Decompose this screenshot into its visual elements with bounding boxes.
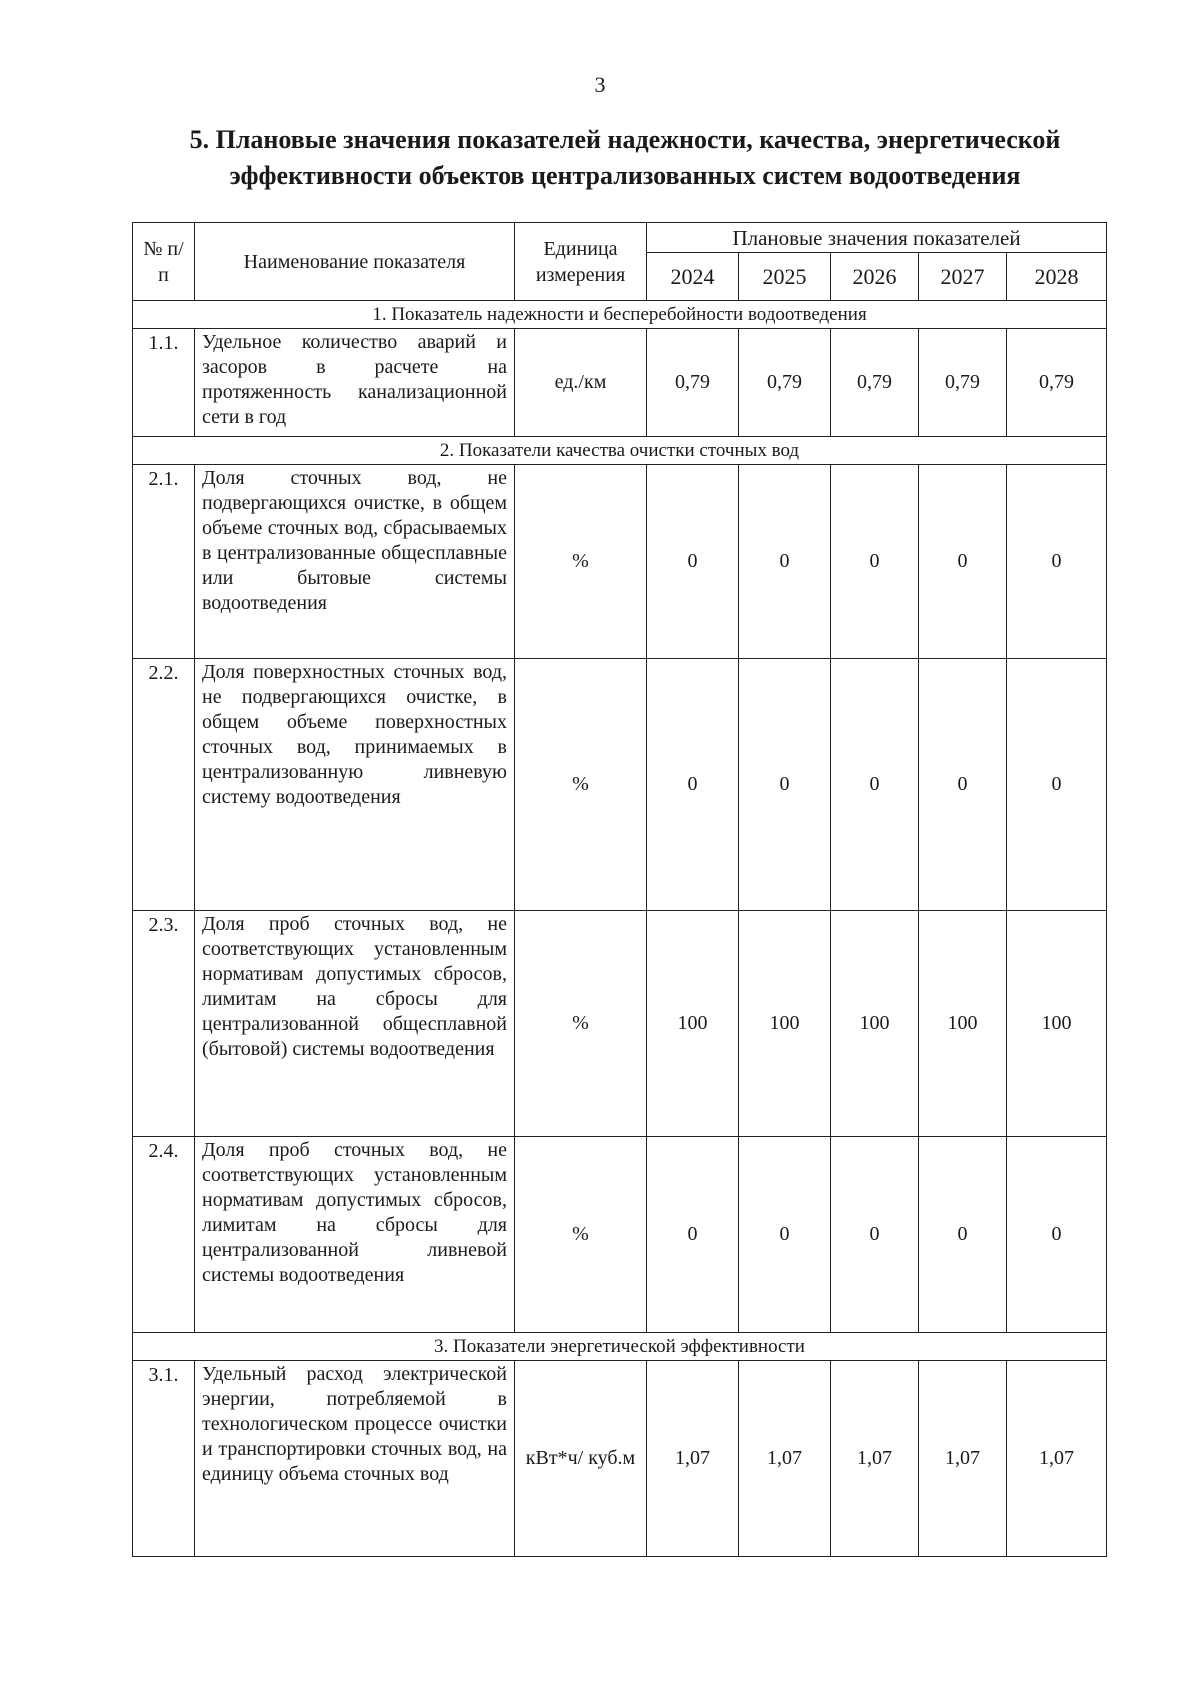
header-num: № п/п: [133, 223, 195, 301]
value-cell: 100: [647, 911, 739, 1137]
section-row: [133, 437, 1107, 465]
row-number: 1.1.: [133, 329, 195, 437]
unit-cell: кВт*ч/ куб.м: [515, 1361, 647, 1557]
page-title: [130, 122, 1120, 194]
header-year: 2025: [739, 253, 831, 301]
value-cell: 0: [831, 659, 919, 911]
title-line-1: 5. Плановые значения показателей надежности, качества, энергетической: [189, 125, 1061, 154]
row-number: 2.3.: [133, 911, 195, 1137]
table-row: [133, 1361, 1107, 1557]
value-cell: 0: [919, 465, 1007, 659]
header-year: 2024: [647, 253, 739, 301]
value-cell: 0: [739, 1137, 831, 1333]
section-row: [133, 1333, 1107, 1361]
value-cell: 0,79: [647, 329, 739, 437]
table-row: [133, 911, 1107, 1137]
value-cell: 0: [647, 465, 739, 659]
value-cell: 0: [739, 465, 831, 659]
header-year: 2026: [831, 253, 919, 301]
header-planned-values: Плановые значения показателей: [647, 223, 1107, 253]
value-cell: 1,07: [919, 1361, 1007, 1557]
unit-cell: %: [515, 1137, 647, 1333]
unit-cell: ед./км: [515, 329, 647, 437]
value-cell: 0: [831, 465, 919, 659]
indicators-table: [132, 222, 1107, 1557]
value-cell: 0: [1007, 465, 1107, 659]
value-cell: 1,07: [739, 1361, 831, 1557]
value-cell: 100: [919, 911, 1007, 1137]
unit-cell: %: [515, 659, 647, 911]
value-cell: 1,07: [647, 1361, 739, 1557]
value-cell: 0,79: [739, 329, 831, 437]
header-year: 2027: [919, 253, 1007, 301]
row-number: 2.1.: [133, 465, 195, 659]
table-row: [133, 1137, 1107, 1333]
table-row: [133, 659, 1107, 911]
row-number: 3.1.: [133, 1361, 195, 1557]
value-cell: 0: [739, 659, 831, 911]
value-cell: 0: [919, 1137, 1007, 1333]
indicator-name: Доля проб сточных вод, не соответствующих установленным нормативам допустимых сбросов, лимитам на сбросы для централизованной ливневой системы водоотведения: [195, 1137, 515, 1333]
indicator-name: Удельное количество аварий и засоров в расчете на протяженность канализационной сети в год: [195, 329, 515, 437]
section-title: 1. Показатель надежности и бесперебойности водоотведения: [133, 301, 1107, 329]
value-cell: 100: [1007, 911, 1107, 1137]
header-year: 2028: [1007, 253, 1107, 301]
row-number: 2.2.: [133, 659, 195, 911]
value-cell: 0: [1007, 659, 1107, 911]
indicator-name: Доля поверхностных сточных вод, не подвергающихся очистке, в общем объеме поверхностных сточных вод, принимаемых в централизованную ливневую систему водоотведения: [195, 659, 515, 911]
table-row: [133, 465, 1107, 659]
header-unit: Единица измерения: [515, 223, 647, 301]
title-line-2: эффективности объектов централизованных систем водоотведения: [229, 161, 1021, 190]
value-cell: 0,79: [1007, 329, 1107, 437]
header-name: Наименование показателя: [195, 223, 515, 301]
section-title: 3. Показатели энергетической эффективности: [133, 1333, 1107, 1361]
value-cell: 0: [647, 1137, 739, 1333]
indicator-name: Доля сточных вод, не подвергающихся очистке, в общем объеме сточных вод, сбрасываемых в централизованные общесплавные или бытовые системы водоотведения: [195, 465, 515, 659]
value-cell: 0: [647, 659, 739, 911]
section-title: 2. Показатели качества очистки сточных вод: [133, 437, 1107, 465]
value-cell: 0,79: [919, 329, 1007, 437]
row-number: 2.4.: [133, 1137, 195, 1333]
value-cell: 100: [739, 911, 831, 1137]
value-cell: 0: [919, 659, 1007, 911]
unit-cell: %: [515, 465, 647, 659]
value-cell: 1,07: [1007, 1361, 1107, 1557]
indicator-name: Удельный расход электрической энергии, потребляемой в технологическом процессе очистки и транспортировки сточных вод, на единицу объема сточных вод: [195, 1361, 515, 1557]
value-cell: 1,07: [831, 1361, 919, 1557]
value-cell: 0,79: [831, 329, 919, 437]
unit-cell: %: [515, 911, 647, 1137]
value-cell: 0: [831, 1137, 919, 1333]
table-row: [133, 329, 1107, 437]
page-number: 3: [594, 72, 606, 97]
value-cell: 100: [831, 911, 919, 1137]
section-row: [133, 301, 1107, 329]
indicator-name: Доля проб сточных вод, не соответствующих установленным нормативам допустимых сбросов, лимитам на сбросы для централизованной общесплавной (бытовой) системы водоотведения: [195, 911, 515, 1137]
value-cell: 0: [1007, 1137, 1107, 1333]
